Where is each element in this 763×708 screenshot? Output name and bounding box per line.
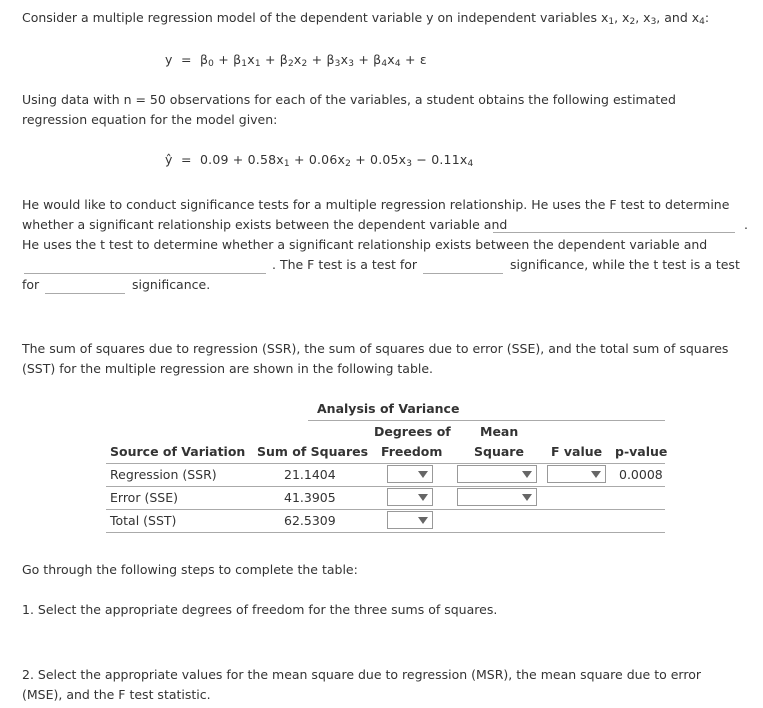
row-sst-ss: 62.5309 (284, 513, 336, 528)
row-sse-ss: 41.3905 (284, 490, 336, 505)
header-source: Source of Variation (110, 444, 246, 459)
model-equation: $y = \beta_0 + \beta_1x_1 + \beta_2x_2 + \beta_3x_3 + \beta_4x_4 + \varepsilon$ (165, 52, 427, 69)
divider (106, 509, 665, 510)
test-text-line3: He uses the t test to determine whether a significant relationship exists between the dependent variable and (22, 237, 708, 252)
mse-dropdown[interactable] (457, 488, 537, 506)
header-df-bottom: Freedom (381, 444, 443, 459)
chevron-down-icon (522, 494, 532, 501)
test-text-line5b: significance. (132, 277, 211, 292)
data-paragraph: Using data with n = 50 observations for each of the variables, a student obtains the following estimated regression equation for the model given: (22, 92, 676, 127)
df-total-dropdown[interactable] (387, 511, 433, 529)
row-ssr-p: 0.0008 (619, 467, 663, 482)
divider (106, 532, 665, 533)
divider (106, 486, 665, 487)
test-text-line4a: . The F test is a test for (272, 257, 418, 272)
blank-f-test-significance[interactable] (423, 273, 503, 274)
row-sst-source: Total (SST) (110, 513, 177, 528)
row-sse-source: Error (SSE) (110, 490, 178, 505)
f-value-dropdown[interactable] (547, 465, 606, 483)
header-ms-bottom: Square (474, 444, 524, 459)
blank-f-test-relationship[interactable] (493, 232, 735, 233)
period: . (744, 217, 748, 232)
chevron-down-icon (418, 517, 428, 524)
header-df-top: Degrees of (374, 424, 451, 439)
header-p: p-value (615, 444, 668, 459)
row-ssr-source: Regression (SSR) (110, 467, 217, 482)
df-error-dropdown[interactable] (387, 488, 433, 506)
step-1: 1. Select the appropriate degrees of freedom for the three sums of squares. (22, 602, 498, 617)
blank-t-test-significance[interactable] (45, 293, 125, 294)
test-text-line2: whether a significant relationship exists between the dependent variable and (22, 217, 508, 232)
intro-text: Consider a multiple regression model of the dependent variable y on independent variables $x_1$, $x_2$, $x_3$, and $x_4$: (22, 10, 710, 27)
test-text-line5a: for (22, 277, 40, 292)
step-2: 2. Select the appropriate values for the mean square due to regression (MSR), the mean square due to error (MSE), and the F test statistic. (22, 667, 701, 702)
chevron-down-icon (591, 471, 601, 478)
anova-title: Analysis of Variance (317, 401, 460, 416)
steps-intro: Go through the following steps to complete the table: (22, 562, 358, 577)
msr-dropdown[interactable] (457, 465, 537, 483)
header-ms-top: Mean (480, 424, 519, 439)
row-ssr-ss: 21.1404 (284, 467, 336, 482)
test-text-line4b: significance, while the t test is a test (510, 257, 740, 272)
header-f: F value (551, 444, 603, 459)
divider (308, 420, 665, 421)
test-text-line1: He would like to conduct significance tests for a multiple regression relationship. He uses the F test to determine (22, 197, 730, 212)
ss-paragraph: The sum of squares due to regression (SSR), the sum of squares due to error (SSE), and the total sum of squares (SST) for the multiple regression are shown in the following table. (22, 341, 729, 376)
chevron-down-icon (418, 471, 428, 478)
header-ss: Sum of Squares (257, 444, 369, 459)
chevron-down-icon (418, 494, 428, 501)
estimated-equation: ŷ = $0.09 + 0.58x_1 + 0.06x_2 + 0.05x_3 - 0.11x_4$ (165, 152, 474, 169)
blank-t-test-relationship[interactable] (24, 273, 266, 274)
chevron-down-icon (522, 471, 532, 478)
divider (106, 463, 665, 464)
df-regression-dropdown[interactable] (387, 465, 433, 483)
